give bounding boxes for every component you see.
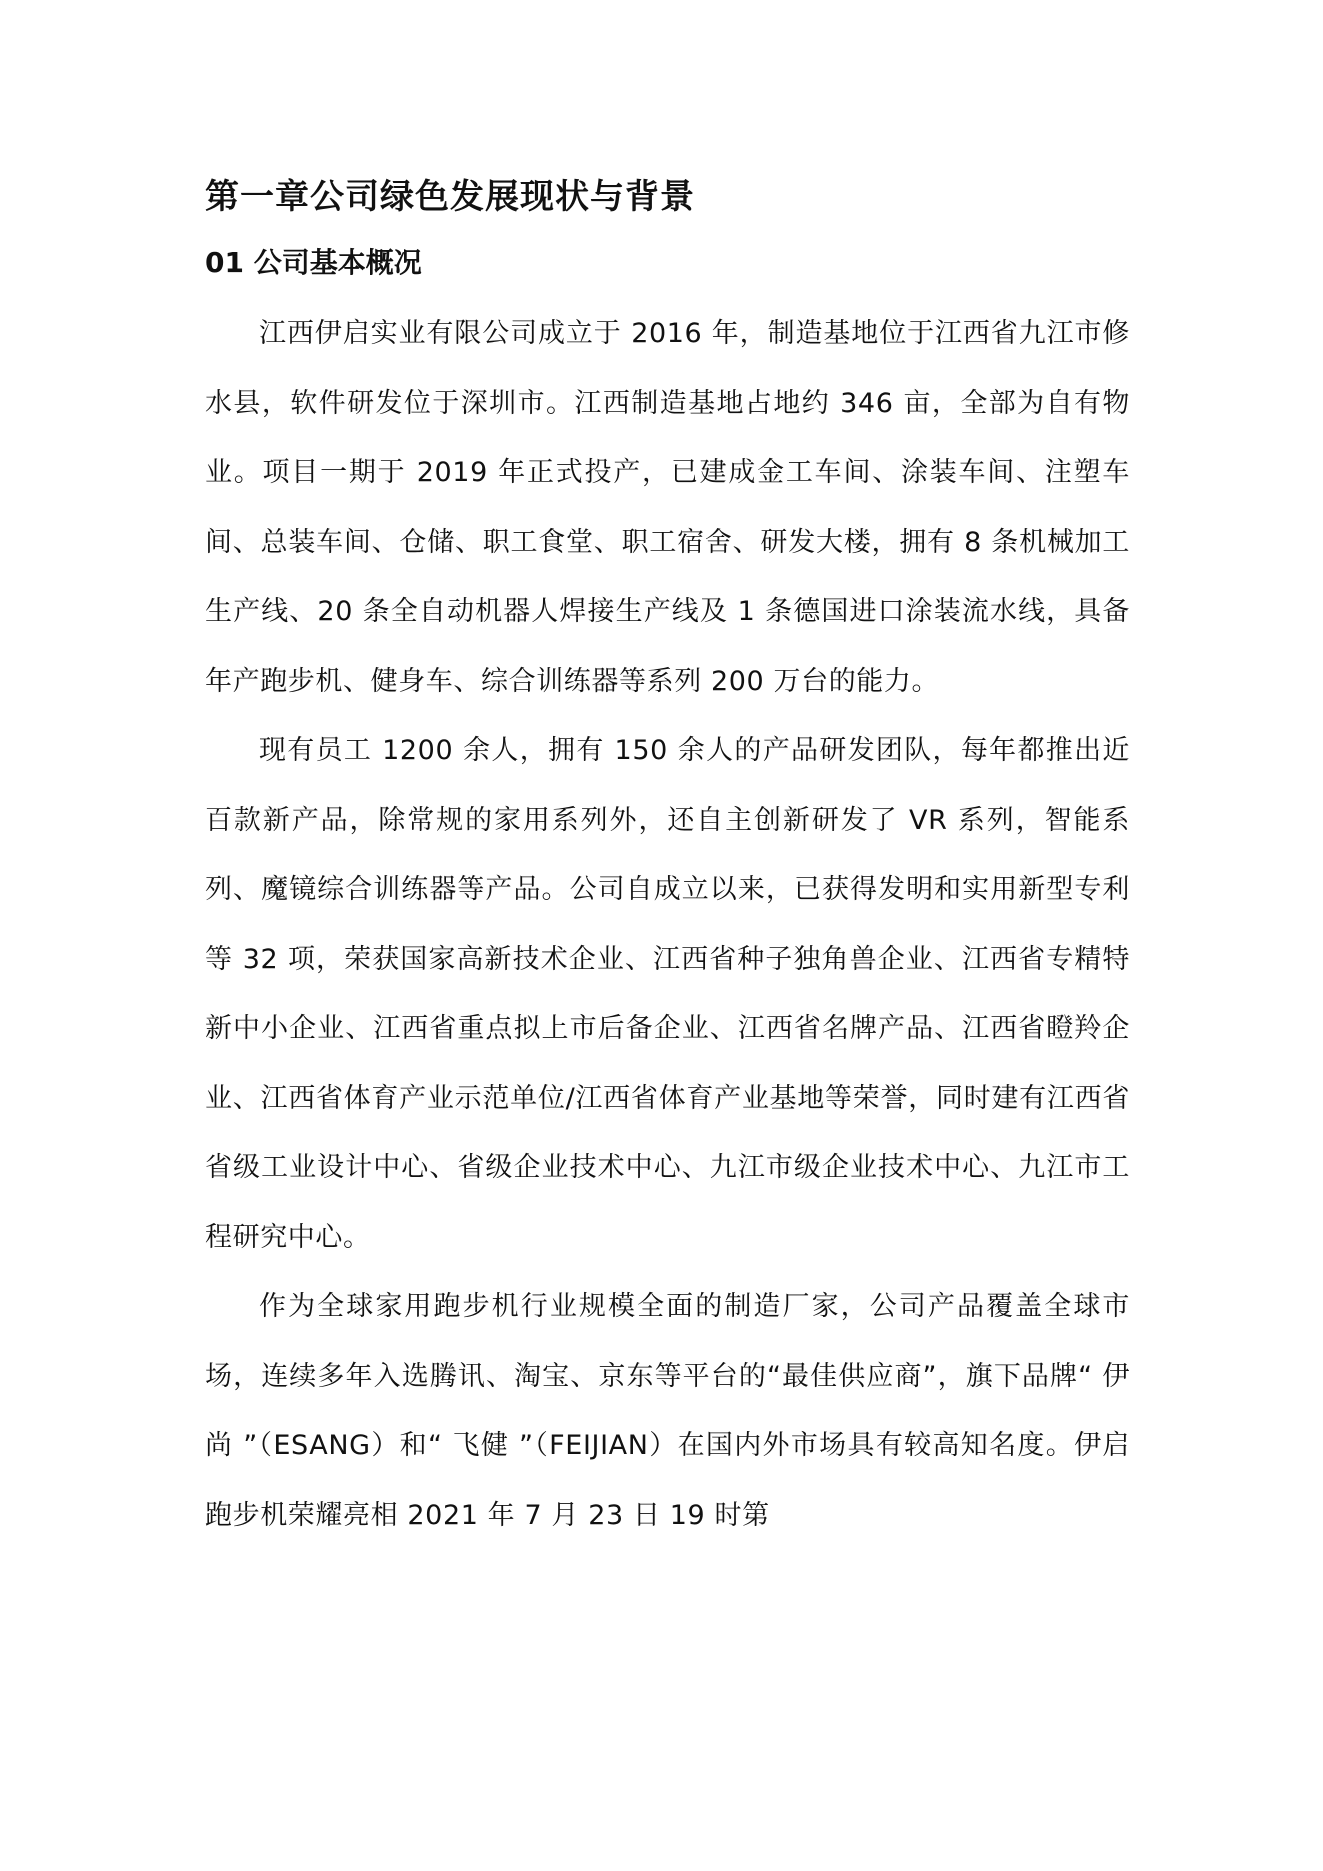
chapter-title: 第一章公司绿色发展现状与背景: [205, 177, 695, 217]
paragraph-company-overview: 江西伊启实业有限公司成立于 2016 年，制造基地位于江西省九江市修水县，软件研发位于深圳市。江西制造基地占地约 346 亩，全部为自有物业。项目一期于 2019 年正式投产，已建成金工车间、涂装车间、注塑车间、总装车间、仓储、职工食堂、职工宿舍、研发大楼，拥有 8 条机械加工生产线、20 条全自动机器人焊接生产线及 1 条德国进口涂装流水线，具备年产跑步机、健身车、综合训练器等系列 200 万台的能力。: [205, 318, 1130, 697]
paragraph-staff-and-honors: 现有员工 1200 余人，拥有 150 余人的产品研发团队，每年都推出近百款新产品，除常规的家用系列外，还自主创新研发了 VR 系列，智能系列、魔镜综合训练器等产品。公司自成立以来，已获得发明和实用新型专利等 32 项，荣获国家高新技术企业、江西省种子独角兽企业、江西省专精特新中小企业、江西省重点拟上市后备企业、江西省名牌产品、江西省瞪羚企业、江西省体育产业示范单位/江西省体育产业基地等荣誉，同时建有江西省省级工业设计中心、省级企业技术中心、九江市级企业技术中心、九江市工程研究中心。: [205, 735, 1130, 1253]
paragraph-market-and-brands: 作为全球家用跑步机行业规模全面的制造厂家，公司产品覆盖全球市场，连续多年入选腾讯、淘宝、京东等平台的“最佳供应商”，旗下品牌“ 伊尚 ”（ESANG）和“ 飞健 ”（FEIJIAN）在国内外市场具有较高知名度。伊启跑步机荣耀亮相 2021 年 7 月 23 日 19 时第: [205, 1291, 1130, 1531]
page-content: [205, 165, 1130, 1550]
section-title: 01 公司基本概况: [205, 246, 422, 279]
